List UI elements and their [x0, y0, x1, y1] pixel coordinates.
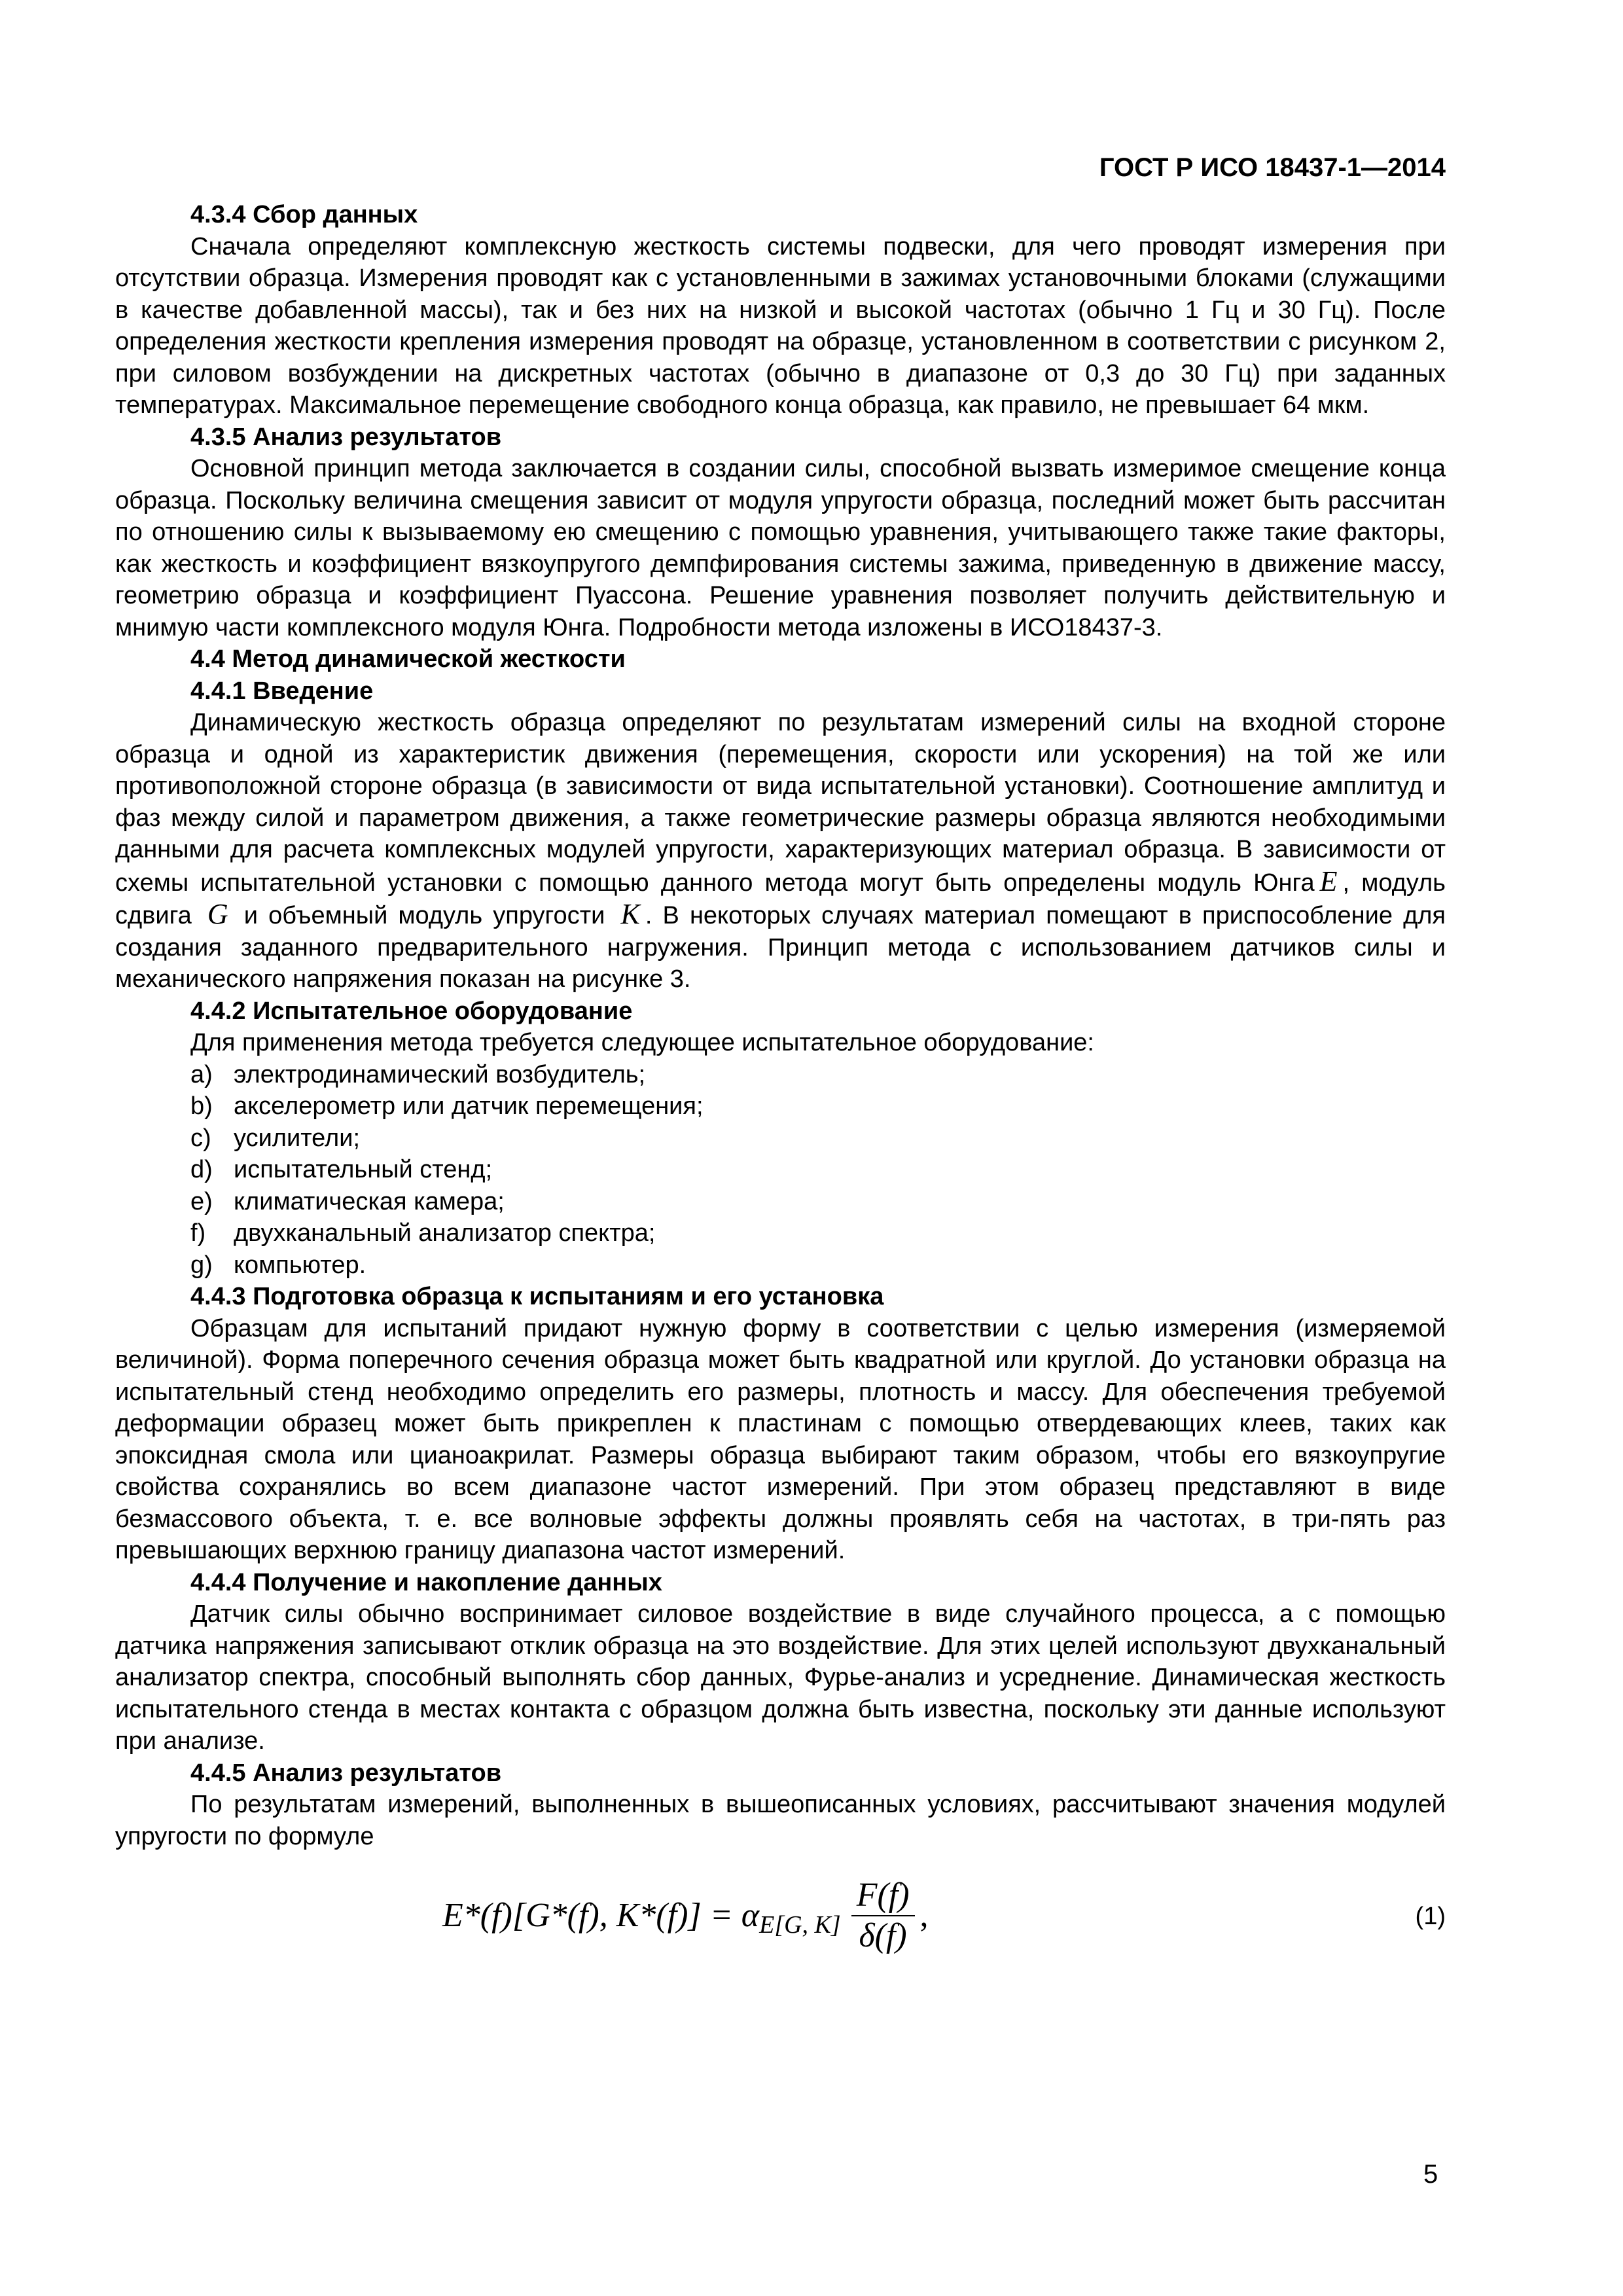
list-item — [115, 1122, 1446, 1155]
list-marker: e) — [190, 1187, 213, 1215]
page-number: 5 — [1423, 2160, 1438, 2189]
section-4-3-4-paragraph: Сначала определяют комплексную жесткость системы подвески, для чего проводят измерения при отсутствии образца. Измерения проводят как с установленными в зажимах установочными блоками (служащими в качестве добавленной массы), так и без них на низкой и высокой частотах (обычно 1 Гц и 30 Гц). После определения жесткости крепления измерения проводят на образце, установленном в соответствии с рисунком 2, при силовом возбуждении на дискретных частотах (обычно в диапазоне от 0,3 до 30 Гц) при заданных температурах. Максимальное перемещение свободного конца образца, как правило, не превышает 64 мкм. — [115, 232, 1446, 419]
section-4-4-4-paragraph: Датчик силы обычно воспринимает силовое воздействие в виде случайного процесса, а с помощью датчика напряжения записывают отклик образца на это воздействие. Для этих целей используют двухканальный анализатор спектра, способный выполнять сбор данных, Фурье-анализ и усреднение. Динамическая жесткость испытательного стенда в местах контакта с образцом должна быть известна, поскольку эти данные используют при анализе. — [115, 1600, 1446, 1755]
section-4-4-1-paragraph — [115, 707, 1446, 996]
formula-lhs: E*(f)[G*(f), K*(f)] = α — [442, 1897, 760, 1934]
list-item-text: усилители; — [234, 1124, 361, 1152]
list-marker: f) — [190, 1219, 206, 1247]
list-item — [115, 1090, 1446, 1122]
section-4-4-3-heading: 4.4.3 Подготовка образца к испытаниям и его установка — [190, 1283, 884, 1310]
symbol-bulk-modulus: K — [620, 898, 640, 930]
paragraph-text: . В некоторых случаях материал помещают в приспособление для создания заданного предварительного нагружения. Принцип метода с использованием датчиков силы и механического напряжения показан на рисунке 3. — [115, 902, 1446, 993]
section-4-4-4-heading: 4.4.4 Получение и накопление данных — [190, 1568, 662, 1596]
section-4-4-2-heading: 4.4.2 Испытательное оборудование — [190, 997, 633, 1025]
formula-expression — [442, 1877, 929, 1954]
list-marker: g) — [190, 1251, 213, 1279]
document-code-header: ГОСТ Р ИСО 18437-1—2014 — [1099, 153, 1446, 182]
section-4-4-5-paragraph: По результатам измерений, выполненных в вышеописанных условиях, рассчитывают значения модулей упругости по формуле — [115, 1791, 1446, 1850]
list-item-text: электродинамический возбудитель; — [234, 1060, 646, 1088]
section-4-4-5-heading: 4.4.5 Анализ результатов — [190, 1759, 502, 1787]
formula-denominator: δ(f) — [859, 1917, 907, 1954]
list-marker: d) — [190, 1156, 213, 1183]
list-item — [115, 1154, 1446, 1186]
list-item-text: акселерометр или датчик перемещения; — [234, 1092, 704, 1120]
section-4-4-heading: 4.4 Метод динамической жесткости — [190, 645, 626, 673]
formula-subscript: E[G, K] — [759, 1911, 841, 1939]
list-item — [115, 1186, 1446, 1218]
section-4-3-5-heading: 4.3.5 Анализ результатов — [190, 423, 502, 451]
section-4-3-4-heading: 4.3.4 Сбор данных — [190, 201, 418, 228]
list-marker: c) — [190, 1124, 211, 1152]
paragraph-text: Динамическую жесткость образца определяют по результатам измерений силы на входной стороне образца и одной из характеристик движения (перемещения, скорости или ускорения) на той же или противоположной стороне образца (в зависимости от вида испытательной установки). Соотношение амплитуд и фаз между силой и параметром движения, а также геометрические размеры образца являются необходимыми данными для расчета комплексных модулей упругости, характеризующих материал образца. В зависимости от схемы испытательной установки с помощью данного метода могут быть определены модуль Юнга — [115, 709, 1446, 897]
paragraph-text: и объемный модуль упругости — [243, 902, 605, 929]
equipment-list — [115, 1059, 1446, 1282]
formula-number: (1) — [1415, 1903, 1446, 1930]
formula-fraction — [851, 1877, 915, 1954]
formula-comma: , — [919, 1897, 929, 1934]
document-body — [115, 199, 1446, 1956]
list-item-text: климатическая камера; — [234, 1187, 505, 1215]
section-4-4-3-paragraph: Образцам для испытаний придают нужную форму в соответствии с целью измерения (измеряемой величиной). Форма поперечного сечения образца может быть квадратной или круглой. До установки образца на испытательный стенд необходимо определить его размеры, плотность и массу. Для обеспечения требуемой деформации образец может быть прикреплен к пластинам с помощью отвердевающих клеев, таких как эпоксидная смола или цианоакрилат. Размеры образца выбирают таким образом, чтобы его вязкоупругие свойства сохранялись во всем диапазоне частот измерений. При этом образец представляют в виде безмассового объекта, т. е. все волновые эффекты должны проявлять себя на частотах, в три-пять раз превышающих верхнюю границу диапазона частот измерений. — [115, 1314, 1446, 1564]
list-item — [115, 1249, 1446, 1282]
list-item-text: испытательный стенд; — [234, 1156, 493, 1183]
list-item — [115, 1217, 1446, 1249]
formula-1 — [115, 1857, 1446, 1956]
list-item-text: компьютер. — [234, 1251, 366, 1279]
section-4-3-5-paragraph: Основной принцип метода заключается в создании силы, способной вызвать измеримое смещение конца образца. Поскольку величина смещения зависит от модуля упругости образца, последний может быть рассчитан по отношению силы к вызываемому ею смещению с помощью уравнения, учитывающего также такие факторы, как жесткость и коэффициент вязкоупругого демпфирования системы зажима, приведенную в движение массу, геометрию образца и коэффициент Пуассона. Решение уравнения позволяет получить действительную и мнимую части комплексного модуля Юнга. Подробности метода изложены в ИСО18437-3. — [115, 455, 1446, 641]
paragraph-text: , модуль сдвига — [115, 869, 1446, 929]
list-item-text: двухканальный анализатор спектра; — [234, 1219, 656, 1247]
section-4-4-2-intro: Для применения метода требуется следующее испытательное оборудование: — [190, 1029, 1094, 1056]
list-marker: a) — [190, 1060, 213, 1088]
section-4-4-1-heading: 4.4.1 Введение — [190, 677, 374, 705]
list-item — [115, 1059, 1446, 1091]
symbol-young-modulus: E — [1319, 865, 1338, 897]
list-marker: b) — [190, 1092, 213, 1120]
symbol-shear-modulus: G — [207, 898, 228, 930]
formula-numerator: F(f) — [851, 1877, 915, 1916]
